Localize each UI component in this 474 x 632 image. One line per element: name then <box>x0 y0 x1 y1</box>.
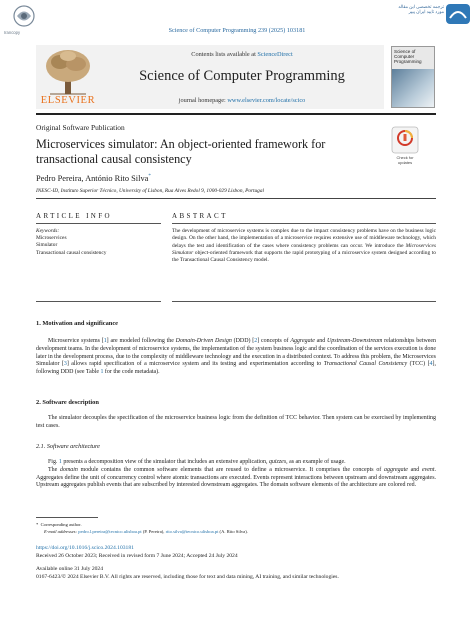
text-run: and <box>407 466 422 473</box>
cover-title: Science of Computer Programming <box>394 49 422 64</box>
section-2-1-heading: 2.1. Software architecture <box>36 443 100 450</box>
sciencedirect-link[interactable]: ScienceDirect <box>257 51 293 58</box>
footnote-divider <box>36 517 98 518</box>
doi-link[interactable]: https://doi.org/10.1016/j.scico.2024.103181 <box>36 545 134 551</box>
abstract-rule-bottom <box>172 301 436 302</box>
journal-title[interactable]: Science of Computer Programming <box>139 68 345 84</box>
corresponding-author-mark[interactable]: * <box>148 174 151 180</box>
section-1-heading: 1. Motivation and significance <box>36 320 119 327</box>
journal-homepage-link[interactable]: www.elsevier.com/locate/scico <box>227 97 306 104</box>
available-online-date: Available online 31 July 2024 <box>36 566 104 572</box>
abstract-emphasis: Microservices Simulator <box>172 242 436 256</box>
email-owner: (A. Rito Silva). <box>218 529 248 534</box>
reference-link[interactable]: 3 <box>63 361 67 368</box>
text-run: Fig. <box>48 459 59 465</box>
email-label: E-mail addresses: <box>44 529 79 534</box>
article-type: Original Software Publication <box>36 123 125 132</box>
section-2-heading: 2. Software description <box>36 399 99 406</box>
email-owner: (P. Pereira), <box>141 529 166 534</box>
journal-homepage-line <box>100 97 384 104</box>
journal-cover-thumbnail[interactable] <box>391 46 435 108</box>
article-info-rule <box>36 223 161 224</box>
text-run: ] concepts of <box>257 338 291 344</box>
translation-watermark-title: ترجمه تخصصی این مقاله <box>398 4 444 9</box>
text-emphasis: quizzes <box>268 459 287 465</box>
title-divider <box>36 198 436 199</box>
translation-watermark-subtitle: مورد تایید ایران پیپر <box>408 9 444 14</box>
abstract-heading: ABSTRACT <box>172 212 228 220</box>
abstract-part: object-oriented framework that supports the rapid prototyping of a microservice system designed according to the Transactional Causal Consistency model. <box>172 249 436 263</box>
elsevier-wordmark[interactable]: ELSEVIER <box>40 95 96 106</box>
figure-link[interactable]: 1 <box>58 459 62 465</box>
text-run: Microservice systems [ <box>48 338 104 344</box>
abstract-text <box>172 228 436 264</box>
text-run: ] allows rapid specification of a microservice system and its testing and experimentation according to <box>66 361 324 368</box>
text-emphasis: Upstream-Downstream <box>327 338 383 344</box>
text-run: ] are modeled following the <box>106 338 176 344</box>
journal-reference[interactable]: Science of Computer Programming 239 (2025) 103181 <box>168 27 306 34</box>
text-run: The simulator decouples the specification of the microservice business logic from the definition of TCC behavior. Then system can be exercised by implementing test cases. <box>36 415 436 429</box>
footnote-text: Corresponding author. <box>40 522 82 527</box>
author-list <box>36 174 151 183</box>
check-for-updates-label: Check for updates <box>396 155 414 165</box>
section-1-paragraph <box>36 338 436 377</box>
elsevier-tree-logo-icon <box>40 48 96 96</box>
text-emphasis: aggregate <box>384 466 408 473</box>
text-emphasis: event <box>422 466 435 473</box>
reference-link[interactable]: 4 <box>429 361 433 368</box>
keyword-item: Simulator <box>36 242 58 249</box>
article-info-heading: ARTICLE INFO <box>36 212 113 220</box>
author-affiliation: INESC-ID, Instituto Superior Técnico, University of Lisbon, Rua Alves Redol 9, 1000-029 Lisbon, Portugal <box>36 188 264 194</box>
text-emphasis: Aggregate <box>290 338 315 344</box>
email-link[interactable]: rito.silva@tecnico.ulisboa.pt <box>165 529 219 534</box>
check-for-updates-icon[interactable] <box>391 126 419 154</box>
copyright-notice: 0167-6423/© 2024 Elsevier B.V. All rights are reserved, including those for text and data mining, AI training, and similar technologies. <box>36 574 339 580</box>
abstract-part: The development of microservice systems is complex due to the impact consistency problems have on the business logic design. On the other hand, the implementation of a microservice requires extensive use of middleware technology, which delays the test and identification of the cases where consistency problems can occur. We introduce the <box>172 228 436 249</box>
text-emphasis: Transactional Causal Consistency <box>323 361 408 368</box>
text-run: (TCC) [ <box>407 361 430 368</box>
received-dates: Received 26 October 2023; Received in revised form 7 June 2024; Accepted 24 July 2024 <box>36 553 238 559</box>
reference-link[interactable]: 2 <box>254 338 258 344</box>
section-2-1-paragraph <box>36 459 436 490</box>
text-run: The <box>48 466 60 473</box>
header-divider <box>36 113 436 115</box>
paper-title: Microservices simulator: An object-oriented framework for transactional causal consistency <box>36 137 326 166</box>
homepage-prefix: journal homepage: <box>178 97 228 104</box>
text-run: and <box>314 338 327 344</box>
text-run: for the code metadata). <box>103 369 160 375</box>
contents-prefix: Contents lists available at <box>191 51 258 58</box>
text-run: (DDD) [ <box>231 338 255 344</box>
keyword-item: Microservices <box>36 235 67 242</box>
text-run: module contains the common software elements that are reused to define a microservice. It comprises the concepts of <box>77 466 385 473</box>
email-footnote <box>36 528 436 535</box>
keywords-block <box>36 228 106 257</box>
reference-link[interactable]: 1 <box>103 338 107 344</box>
corresponding-footnote <box>36 521 436 528</box>
footnotes-block <box>36 521 436 535</box>
article-info-rule-bottom <box>36 301 161 302</box>
footnote-mark: * <box>36 522 39 527</box>
keywords-label: Keywords: <box>36 228 60 234</box>
text-run: ], following DDD (see Table <box>36 361 436 375</box>
text-run: presents a decomposition view of the simulator that includes an extensive application, <box>61 459 269 465</box>
contents-available-line <box>100 51 384 58</box>
text-emphasis: Domain-Driven Design <box>175 338 232 344</box>
text-run: , as an example of usage. <box>286 459 346 465</box>
text-run: relationships between development teams. In the development of microservice systems, the implementation of the system business logic and the coordination of the services execution is done later in the development process, due to the complexity of middleware technology and the execution in a distributed context. To address this problem, the Microservices Simulator [ <box>36 338 437 368</box>
text-emphasis: domain <box>60 466 78 473</box>
text-run: . Aggregates define the unit of concurrency control where atomic transactions are executed. Events represent interactions between upstream and downstream aggregates. Upstream aggregates publish events that are subscribed by interested downstream aggregates. The domain software elements of the architecture are colored red. <box>36 466 437 489</box>
email-link[interactable]: pedro.l.pereira@tecnico.ulisboa.pt <box>78 529 142 534</box>
authors-text: Pedro Pereira, António Rito Silva <box>36 174 149 183</box>
irancopy-watermark-text: Irancopy <box>4 30 21 35</box>
translation-watermark-text <box>398 4 444 14</box>
cover-artwork <box>392 69 434 107</box>
abstract-rule <box>172 223 436 224</box>
table-link[interactable]: 1 <box>100 369 104 375</box>
section-2-paragraph <box>36 415 436 431</box>
keyword-item: Transactional causal consistency <box>36 249 107 256</box>
